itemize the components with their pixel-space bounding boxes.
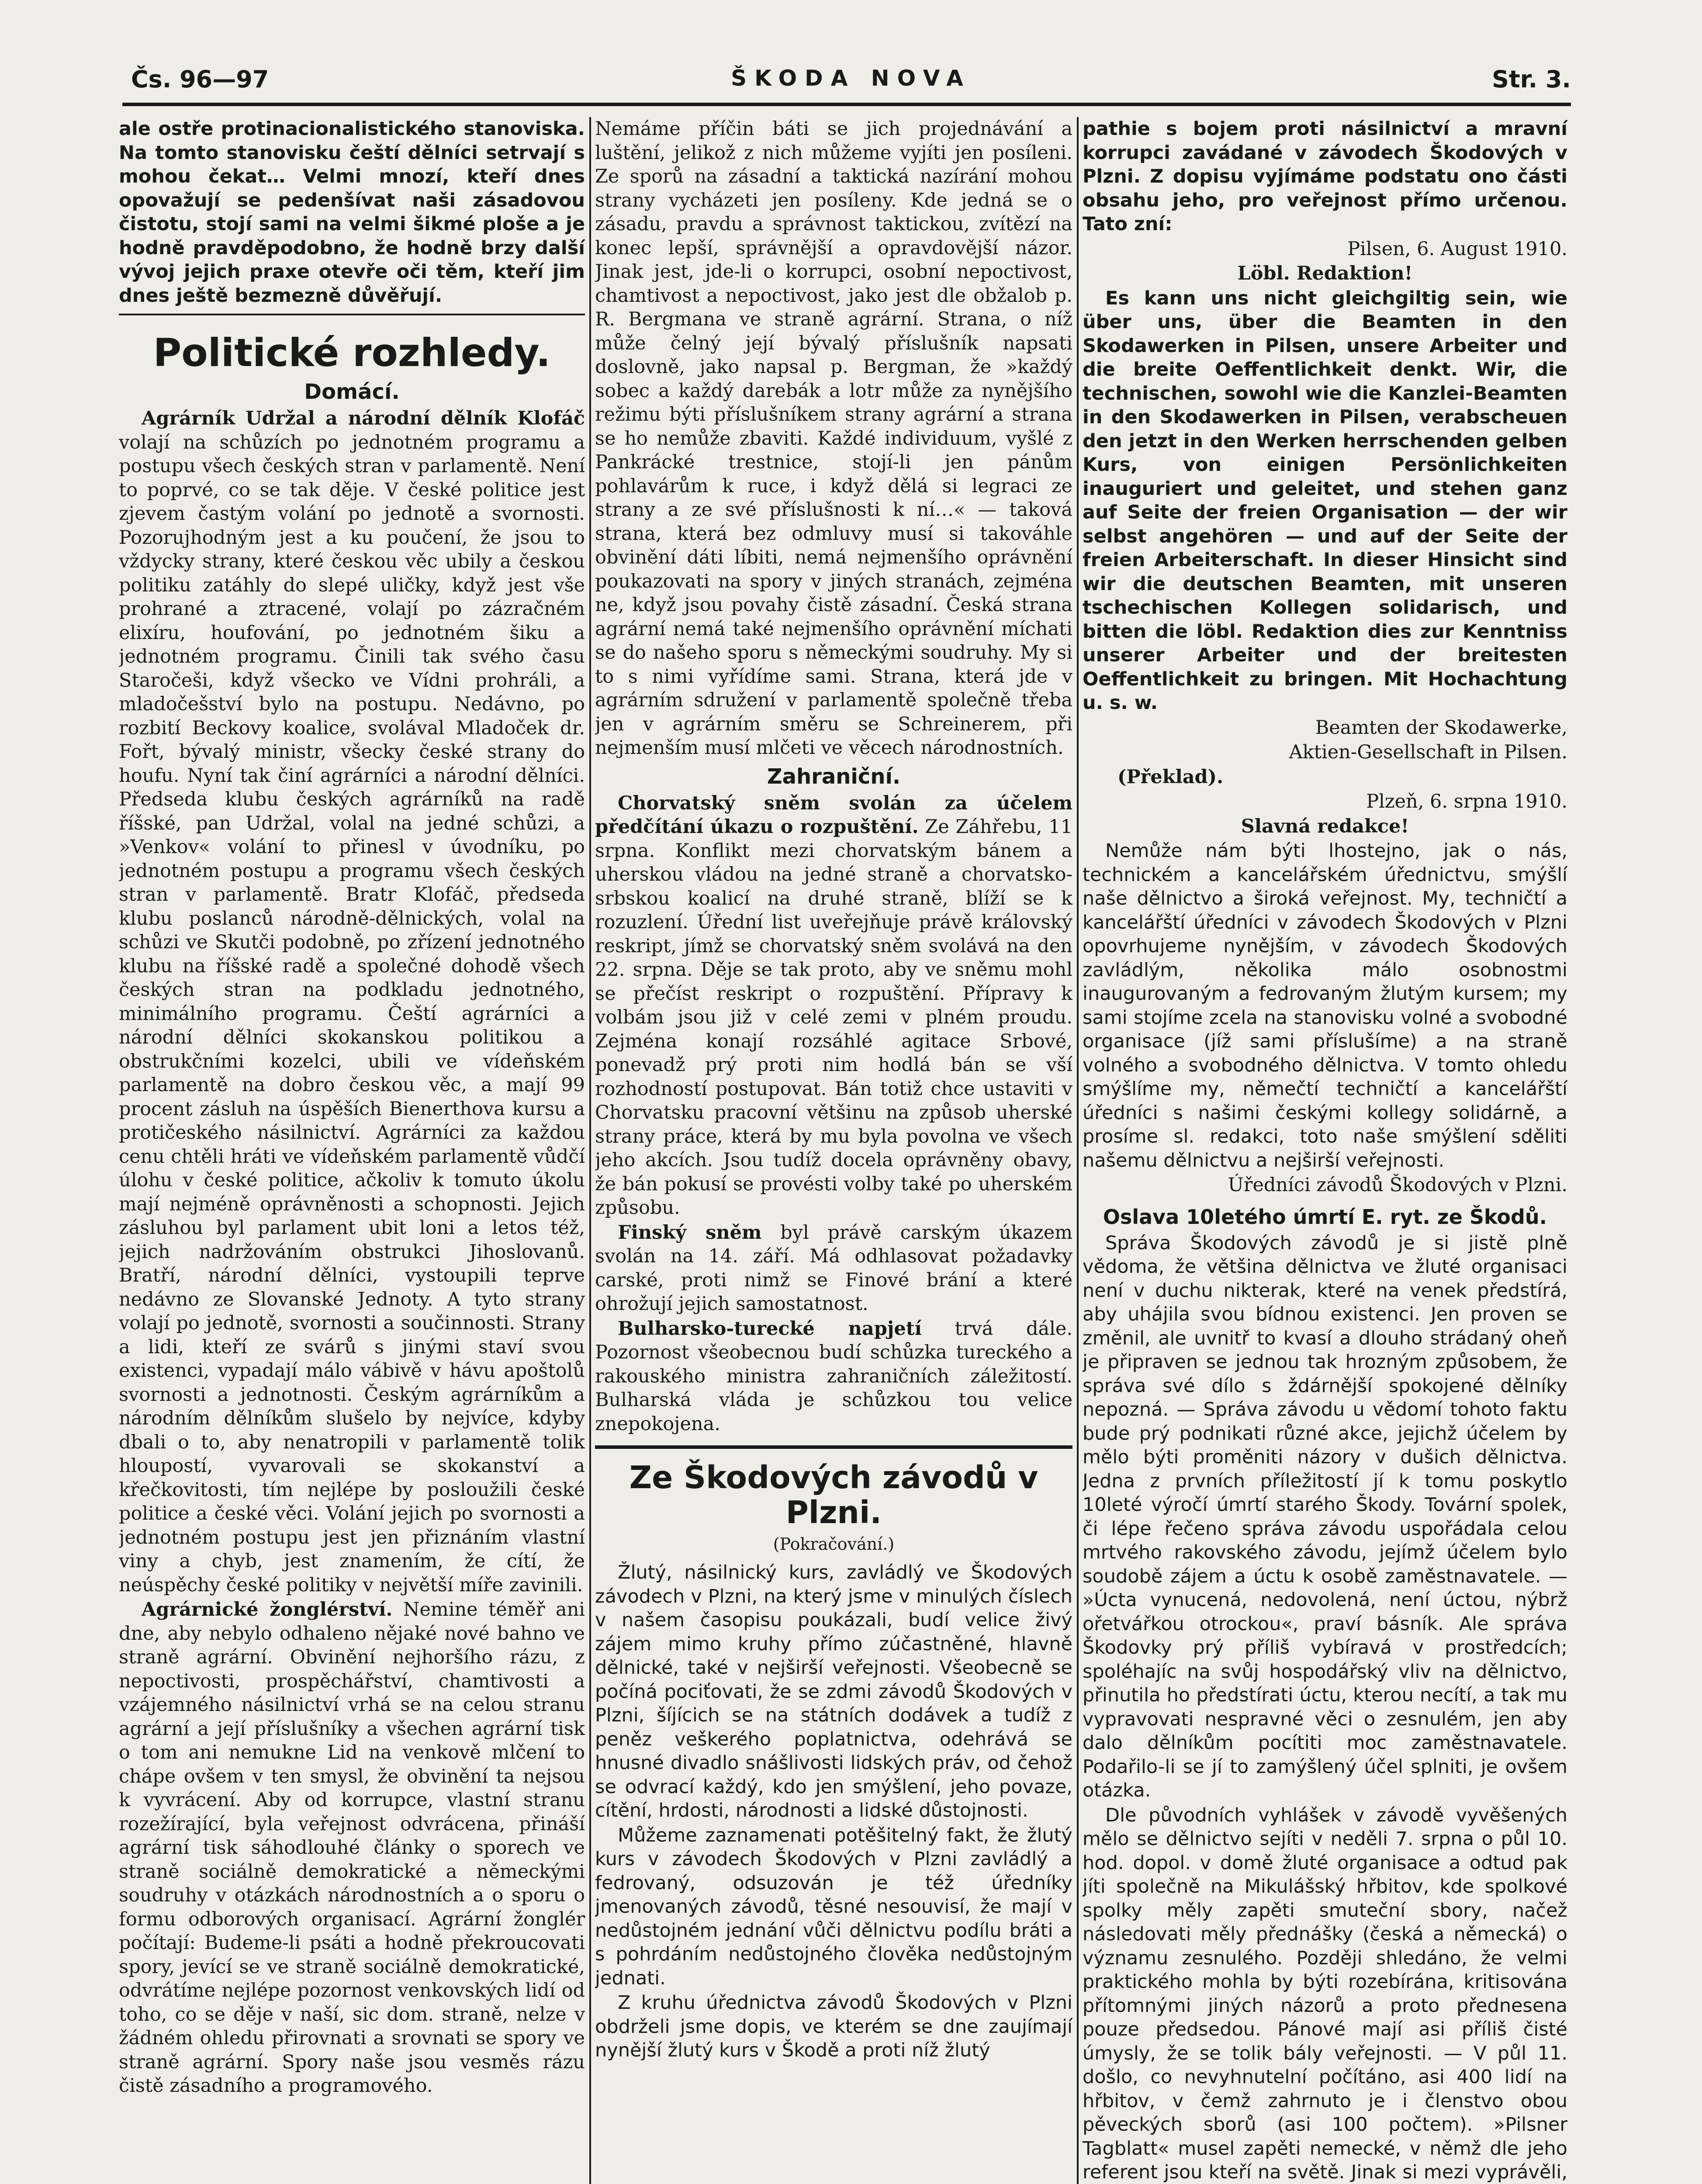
article-subtitle: (Pokračování.) (773, 1534, 895, 1554)
article-text: Ze Záhřebu, 11 srpna. Konflikt mezi chorvatským bánem a uherskou vládou na jedné straně a chorvatsko-srbskou koalicí na druhé straně, blíží se k rozuzlení. Úřední list uveřejňuje právě královský reskript, jímž se chorvatský sněm svolává na den 22. srpna. Děje se tak proto, aby ve sněmu mohl se přečíst reskript o rozpuštění. Přípravy k volbám jsou již v celé zemi v plném proudu. Zejména konají rozsáhlé agitace Srbové, ponevadž prý proti nim hodlá bán se vší rozhodností postupovat. Bán totiž chce ustaviti v Chorvatsku pracovní většinu na způsob uherské strany práce, která by mu byla povolna ve všech jeho akcích. Jsou tudíž docela oprávněny obavy, že bán pokusí se provésti volby také po uherském způsobu. (595, 816, 1072, 1219)
translation-label: (Překlad). (1117, 766, 1224, 788)
subsection-domestic: Domácí. (304, 380, 400, 404)
column-divider-2 (1077, 117, 1079, 2184)
column-1 (119, 117, 585, 2184)
divider (595, 1445, 1072, 1449)
header-rule (122, 103, 1571, 106)
article-lead: Finský sněm (618, 1221, 762, 1244)
article-paragraph: pathie s bojem proti násilnictví a mravní korrupci zavádané v závodech Škodových v Plzni. Z dopisu vyjímáme podstatu ono části obsahu jeho, pro veřejnost přímo určenou. Tato zní: (1083, 118, 1567, 235)
letter-signature: Aktien-Gesellschaft in Pilsen. (1289, 741, 1567, 763)
article-paragraph (119, 1598, 585, 2098)
article-paragraph (119, 407, 585, 1597)
article-text: trvá dále. Pozornost všeobecnou budí schůzka tureckého a rakouského ministra zahraničních záležitostí. Bulharská vláda je schůzkou tou velice znepokojena. (595, 1317, 1072, 1435)
divider (119, 314, 585, 315)
letter-date: Plzeň, 6. srpna 1910. (1366, 791, 1567, 812)
article-paragraph: Správa Škodových závodů je si jistě plně vědoma, že většina dělnictva ve žluté organisaci není v duchu nikterak, které na venek předstírá, aby uhájila svou bídnou existenci. Jen proven se změnil, ale uvnitř to kvasí a dlouho strádaný oheň je připraven se jednou tak hrozným způsobem, že správa své dílo s ždárnější spokojené dělníky nepozná. — Správa závodu u vědomí tohoto faktu bude prý podnikati různé akce, jejichž účelem by mělo býti proměniti názory v dušich dělnictva. Jedna z prvních příležitostí jí k tomu poskytlo 10leté výročí úmrtí starého Škody. Tovární spolek, či lépe řečeno správa závodu uspořádala celou mrtvého rakovského závodu, jejímž účelem bylo soudobě zájem a úctu k osobě zaměstnavatele. — »Úcta vynucená, nedovolená, není úctou, nýbrž ořetvářkou otrockou«, praví básník. Ale správa Škodovky prý příliš vybíravá v prostředcích; spoléhajíc na svůj hospodářský vliv na dělnictvo, přinutila ho předstírati úctu, kterou necítí, a tak mu vypravovati nespravné věci o zesnulém, jen aby dalo dělníkům pocítiti moc zaměstnavatele. Podařilo-li se jí to zamýšlený účel splniti, je ovšem otázka. (1083, 1232, 1567, 1801)
article-paragraph (595, 1221, 1072, 1316)
letter-greeting: Löbl. Redaktion! (1237, 263, 1413, 284)
subsection-foreign: Zahraniční. (767, 764, 901, 789)
article-paragraph: Nemáme příčin báti se jich projednávání a luštění, jelikož z nich můžeme vyjíti jen posíleni. Ze sporů na zásadní a taktická nazírání mohou strany vycházeti jen posíleny. Kde jedná se o zásadu, pravdu a správnost taktickou, zvítězí na konec lepší, správnější a opravdovější názor. Jinak jest, jde-li o korrupci, osobní nepoctivost, chamtivost a nepoctivost, jako jest dle obžalob p. R. Bergmana ve straně agrární. Strana, o níž může čelný její bývalý příslušník napsati doslovně, jako napsal p. Bergman, že »každý sobec a každý darebák a lotr může za nynějšího režimu býti příslušníkem strany agrární a strana se ho nemůže zbaviti. Každé individuum, vyšlé z Pankrácké trestnice, stojí-li jen pánům pohlavárům k ruce, i když dělá si legraci ze strany a ze své příslušnosti k ní…« — taková strana, která bez odmluvy musí si takováhle obvinění dáti líbiti, nemá nejmenšího oprávnění poukazovati na spory v jiných stranách, zejména ne, když jsou povahy čistě zásadní. Česká strana agrární nemá také nejmenšího oprávnění míchati se do našeho sporu s německými soudruhy. My si to s nimi vyřídíme sami. Strana, která jde v agrárním sdružení v parlamentě společně třeba jen v agrárním směru se Schreinerem, při nejmenším musí mlčeti ve věcech národnostních. (595, 118, 1072, 759)
letter-date: Pilsen, 6. August 1910. (1347, 238, 1567, 260)
article-paragraph (595, 1317, 1072, 1436)
article-lead: Bulharsko-turecké napjetí (618, 1317, 922, 1340)
article-paragraph: Můžeme zaznamenati potěšitelný fakt, že žlutý kurs v závodech Škodových v Plzni zavládlý a fedrovaný, odsuzován je též úředníky jmenovaných závodů, těsné nesouvisí, že mají v nedůstojném jednání vůči dělnictvu podílu bráti a s pohrdáním nedůstojného člověka nedůstojným jednati. (595, 1824, 1072, 1989)
article-paragraph: Žlutý, násilnický kurs, zavládlý ve Škodových závodech v Plzni, na který jsme v minulých číslech v našem časopisu poukázali, budí velice živý zájem mimo kruhy přímo zúčastněné, hlavně dělnické, také v nejširší veřejnosti. Všeobecně se počíná pociťovati, že se zdmi závodů Škodových v Plzni, šíjícich se na státních dodávek a tudíž z peněz veškerého poplatnictva, odehrává se hnusné divadlo snášlivosti lidských práv, od čehož se odvrací každý, kdo jen smýšlení, jeho povaze, cítění, hrdosti, národnosti a lidské důstojnosti. (595, 1562, 1072, 1821)
article-lead: Chorvatský sněm svolán za účelem předčítání úkazu o rozpuštění. (595, 792, 1072, 838)
article-text: Nemine téměř ani dne, aby nebylo odhaleno nějaké nové bahno ve straně agrární. Obvinění nejhoršího rázu, z nepoctivosti, prospěchářství, chamtivosti a vzájemného násilnictví vrhá se na celou stranu agrární a její příslušníky a všechen agrární tisk o tom ani nemukne Lid na venkově mlčení to chápe ovšem v ten smysl, že obvinění ta nejsou k vyvrácení. Aby od korrupce, vlastní stranu rozežírající, byla veřejnost odvrácena, přináší agrární tisk sáhodlouhé články o sporech ve straně sociálně demokratické a německými soudruhy v otázkách národnostních a o sporu o formu odborových organisací. Agrární žonglér počítají: Budeme-li psáti a hodně překroucovati spory, jevící se ve straně sociálně demokratické, odvrátíme nejlépe pozornost venkovských lidí od toho, co se děje v naší, sic dom. straně, nelze v žádném ohledu přirovnati a srovnati se spory ve straně agrární. Spory naše jsou vesměs rázu čistě zásadního a programového. (119, 1599, 585, 2097)
letter-body-german: Es kann uns nicht gleichgiltig sein, wie über uns, über die Beamten in den Skodawerken in Pilsen, unsere Arbeiter und die breite Oeffentlichkeit denkt. Wir, die technischen, sowohl wie die Kanzlei-Beamten in den Skodawerken in Pilsen, verabscheuen den jetzt in den Werken herrschenden gelben Kurs, von einigen Persönlichkeiten inauguriert und geleitet, und stehen ganz auf Seite der freien Organisation — der wir selbst angehören — und auf der Seite der freien Arbeiterschaft. In dieser Hinsicht sind wir die deutschen Beamten, mit unseren tschechischen Kollegen solidarisch, und bitten die löbl. Redaktion dies zur Kenntniss unserer Arbeiter und der breitesten Oeffentlichkeit zu bringen. Mit Hochachtung u. s. w. (1083, 287, 1567, 714)
article-paragraph: Z kruhu úřednictva závodů Škodových v Plzni obdrželi jsme dopis, ve kterém se dne zaujímají nynější žlutý kurs v Škodě a proti níž žlutý (595, 1992, 1072, 2061)
article-paragraph: Dle původních vyhlášek v závodě vyvěšených mělo se dělnictvo sejíti v neděli 7. srpna o půl 10. hod. dopol. v domě žluté organisace a odtud pak jíti společně na Mikulášský hřbitov, kde spolkové spolky měly zapěti smuteční sbory, načež následovati měly přednášky (česká a německá) o významu zesnulého. Později shledáno, že velmi praktického mohla by býti rozebírána, kritisována přítomnými jiných názorů a proto přednesena pouze předsedou. Pánové mají asi příliš čisté úmysly, že se tolik bály veřejnosti. — V půl 11. došlo, co nevyhnutelní počítáno, asi 400 lidí na hřbitov, v čemž zahrnuto je i členstvo obou pěveckých sborů (asi 100 počtem). »Pilsner Tagblatt« musel zapěti nemecké, v němž dle jeho referent jsou kteří na světě. Jinak si mezi vyprávěli, (1083, 1804, 1567, 2183)
intro-paragraph: ale ostře protinacionalistického stanoviska. Na tomto stanovisku čeští dělníci setrvají s mohou čekat… Velmi mnozí, kteří dnes opovažují se pedenšívat naši zásadovou čistotu, stojí sami na velmi šikmé ploše a je hodně pravděpodobno, že hodně brzy další vývoj jejich praxe otevře oči těm, kteří jim dnes ještě bezmezně důvěřují. (119, 118, 585, 307)
column-divider-1 (589, 117, 591, 2184)
newspaper-title: ŠKODA NOVA (731, 66, 971, 91)
article-lead: Agrárník Udržal a národní dělník Klofáč (142, 408, 585, 429)
column-3 (1083, 117, 1567, 2184)
letter-greeting: Slavná redakce! (1241, 815, 1409, 837)
page-header (131, 0, 1571, 93)
article-lead: Agrárnické žonglérství. (142, 1599, 393, 1621)
issue-number: Čs. 96—97 (131, 66, 269, 93)
letter-signature: Beamten der Skodawerke, (1315, 716, 1567, 739)
article-paragraph (595, 791, 1072, 1220)
section-title: Politické rozhledy. (153, 330, 551, 375)
letter-body-czech: Nemůže nám býti lhostejno, jak o nás, technickém a kancelářském úřednictvu, smýšlí naše dělnictvo a široká veřejnost. My, techničtí a kancelářští úředníci v závodech Škodových v Plzni opovrhujeme nynějším, v závodech Škodových zavládlým, několika málo osobnostmi inaugurovaným a fedrovaným žlutým kursem; my sami stojíme zcela na stanovisku volné a svobodné organisace (jíž sami příslušíme) a na straně volného a svobodného dělnictva. V tomto ohledu smýšlíme my, němečtí techničtí a kancelářští úředníci s našimi českými kollegy solidárně, a prosíme sl. redakci, toto naše smýšlení sděliti našemu dělnictvu a nejširší veřejnosti. (1083, 840, 1567, 1171)
letter-signature: Úředníci závodů Škodových v Plzni. (1228, 1174, 1567, 1196)
article-text: byl právě carským úkazem svolán na 14. září. Má odhlasovat požadavky carské, proti nimž se Finové brání a které ohrožují jejich samostatnost. (595, 1221, 1072, 1315)
page-number: Str. 3. (1491, 66, 1571, 93)
article-title: Oslava 10letého úmrtí E. ryt. ze Škodů. (1103, 1205, 1547, 1229)
article-title: Ze Škodových závodů v Plzni. (629, 1459, 1038, 1531)
column-2 (595, 117, 1072, 2184)
article-text: volají na schůzích po jednotném programu a postupu všech českých stran v parlamentě. Není to poprvé, co se tak děje. V české politice jest zjevem častým volání po jednotě a svornosti. Pozorujhodným jest a ku poučení, že jsou to vždycky strany, které českou věc ubily a českou politiku zatáhly do slepé uličky, když jest vše prohrané a ztracené, volají po zázračném elixíru, houfování, po jednotném šiku a jednotném programu. Činili tak svého času Staročeši, když všecko ve Vídni prohráli, a mladočešství bylo na postupu. Nedávno, po rozbití Beckovy koalice, svolával Mladoček dr. Fořt, bývalý ministr, všecky české strany do houfu. Nyní tak činí agrárníci a národní dělníci. Předseda klubu českých agrárníků na radě říšské, pan Udržal, volal na jedné schůzi, a »Venkov« volání to přinesl v úvodníku, po jednotném postupu a programu všech českých stran v parlamentě. Bratr Klofáč, předseda klubu poslanců národně-dělnických, volal na schůzi ve Skutči podobně, po zřízení jednotného klubu na říšské radě a společné dohodě všech českých stran na podkladu jednotného, minimálního programu. Čeští agrárníci a národní dělníci skokanskou politikou a obstrukčními kozelci, ubili ve vídeňském parlamentě na dobro českou věc, a mají 99 procent zásluh na úspěších Bienerthova kursu a protičeského násilnictví. Agrárníci za každou cenu chtěli hráti ve vídeňském parlamentě vůdčí úlohu v české politice, ačkoliv k tomuto úkolu mají nejméně oprávněnosti a schopnosti. Jejich zásluhou byl parlament ubit loni a letos též, jejich nadržováním obstrukci Jihoslovanů. Bratří, národní dělníci, vystoupili teprve nedávno ze Slovanské Jednoty. A tyto strany volají po jednotě, svornosti a součinnosti. Strany a lidi, kteří ze svárů s jinými staví svou existenci, vypadají málo vábivě v hávu apoštolů svornosti a jednotnosti. Českým agrárníkům a národním dělníkům slušelo by nejvíce, kdyby dbali o to, aby nenatropili v parlamentě tolik hloupostí, vyvarovali se skokanství a křečkovitosti, tím nejlépe by posloužili české politice a české věci. Volání jejich po svornosti a jednotném postupu jest jen přiznáním vlastní viny a chyb, jest znamením, že cítí, že neúspěchy české politiky v největší míře zavinili. (119, 431, 585, 1596)
